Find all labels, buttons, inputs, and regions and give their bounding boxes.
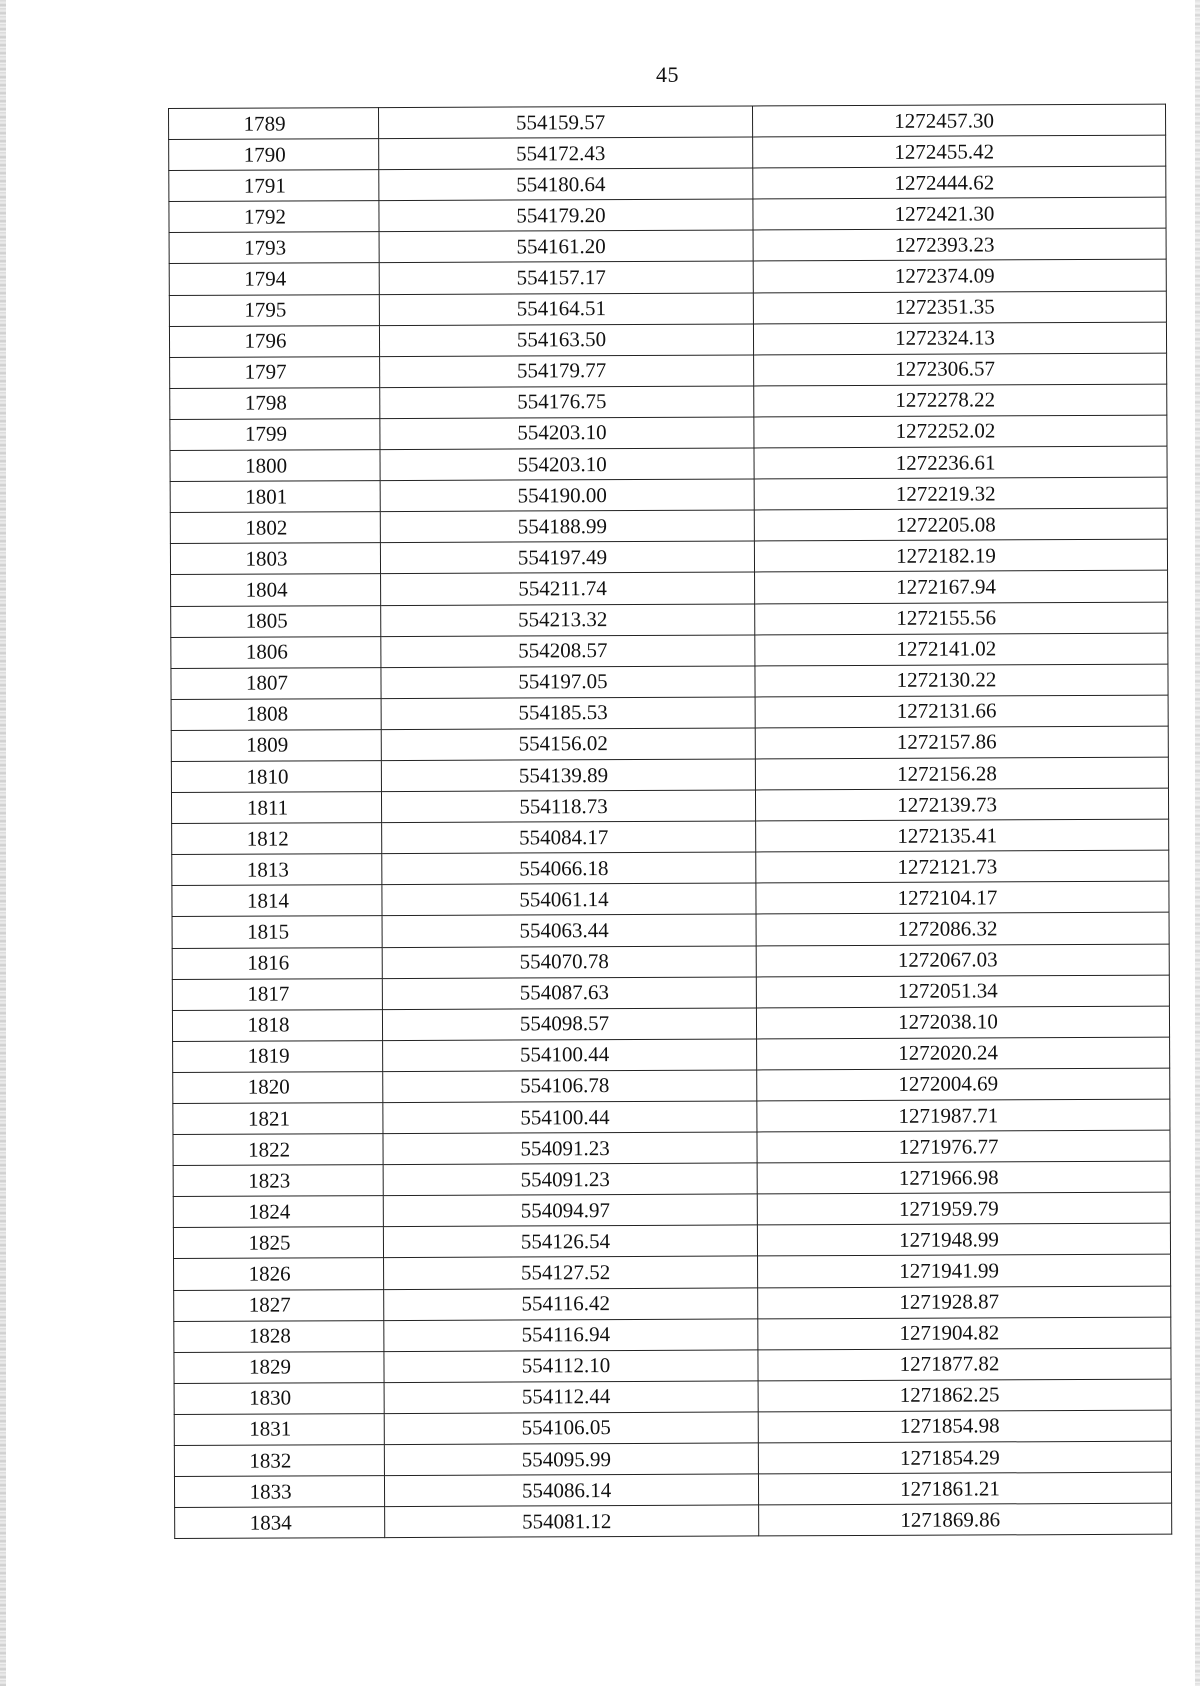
point-number-cell: 1818 bbox=[172, 1009, 382, 1041]
y-coordinate-cell: 1272157.86 bbox=[755, 726, 1168, 759]
x-coordinate-cell: 554211.74 bbox=[381, 572, 755, 605]
x-coordinate-cell: 554172.43 bbox=[379, 137, 753, 170]
table-row bbox=[170, 353, 1167, 388]
table-row bbox=[174, 1317, 1171, 1352]
x-coordinate-cell: 554091.23 bbox=[383, 1163, 757, 1196]
scan-edge-left bbox=[0, 0, 6, 1686]
x-coordinate-cell: 554179.77 bbox=[380, 355, 754, 388]
y-coordinate-cell: 1272004.69 bbox=[757, 1068, 1170, 1101]
y-coordinate-cell: 1272205.08 bbox=[754, 508, 1167, 541]
x-coordinate-cell: 554197.05 bbox=[381, 666, 755, 699]
x-coordinate-cell: 554126.54 bbox=[383, 1225, 757, 1258]
table-row bbox=[174, 1255, 1171, 1290]
x-coordinate-cell: 554188.99 bbox=[380, 510, 754, 543]
table-row bbox=[172, 819, 1169, 854]
x-coordinate-cell: 554127.52 bbox=[384, 1256, 758, 1289]
table-row bbox=[172, 913, 1169, 948]
x-coordinate-cell: 554112.10 bbox=[384, 1350, 758, 1383]
x-coordinate-cell: 554179.20 bbox=[379, 199, 753, 232]
table-row bbox=[171, 788, 1168, 823]
point-number-cell: 1808 bbox=[171, 698, 381, 730]
y-coordinate-cell: 1271966.98 bbox=[757, 1161, 1170, 1194]
table-row bbox=[170, 415, 1167, 450]
point-number-cell: 1823 bbox=[173, 1165, 383, 1197]
table-row bbox=[173, 1161, 1170, 1196]
table-row bbox=[170, 384, 1167, 419]
x-coordinate-cell: 554197.49 bbox=[380, 541, 754, 574]
table-row bbox=[171, 571, 1168, 606]
table-row bbox=[172, 881, 1169, 916]
x-coordinate-cell: 554066.18 bbox=[382, 852, 756, 885]
y-coordinate-cell: 1272351.35 bbox=[753, 291, 1166, 324]
point-number-cell: 1829 bbox=[174, 1351, 384, 1383]
point-number-cell: 1801 bbox=[170, 481, 380, 513]
y-coordinate-cell: 1272086.32 bbox=[756, 913, 1169, 946]
y-coordinate-cell: 1272444.62 bbox=[753, 166, 1166, 199]
table-row bbox=[170, 539, 1167, 574]
table-row bbox=[169, 104, 1166, 139]
point-number-cell: 1792 bbox=[169, 201, 379, 233]
y-coordinate-cell: 1271928.87 bbox=[758, 1286, 1171, 1319]
x-coordinate-cell: 554061.14 bbox=[382, 883, 756, 916]
point-number-cell: 1800 bbox=[170, 450, 380, 482]
point-number-cell: 1789 bbox=[169, 108, 379, 140]
table-row bbox=[171, 695, 1168, 730]
point-number-cell: 1802 bbox=[170, 512, 380, 544]
x-coordinate-cell: 554116.42 bbox=[384, 1288, 758, 1321]
y-coordinate-cell: 1272104.17 bbox=[756, 881, 1169, 914]
y-coordinate-cell: 1272219.32 bbox=[754, 477, 1167, 510]
x-coordinate-cell: 554203.10 bbox=[380, 417, 754, 450]
x-coordinate-cell: 554098.57 bbox=[382, 1008, 756, 1041]
point-number-cell: 1825 bbox=[173, 1227, 383, 1259]
x-coordinate-cell: 554106.05 bbox=[384, 1412, 758, 1445]
table-row bbox=[169, 135, 1166, 170]
point-number-cell: 1828 bbox=[174, 1320, 384, 1352]
y-coordinate-cell: 1271861.21 bbox=[758, 1472, 1171, 1505]
table-row bbox=[172, 850, 1169, 885]
x-coordinate-cell: 554100.44 bbox=[383, 1039, 757, 1072]
table-row bbox=[174, 1348, 1171, 1383]
x-coordinate-cell: 554208.57 bbox=[381, 635, 755, 668]
x-coordinate-cell: 554091.23 bbox=[383, 1132, 757, 1165]
table-row bbox=[174, 1472, 1171, 1507]
y-coordinate-cell: 1272131.66 bbox=[755, 695, 1168, 728]
coordinates-table-body bbox=[169, 104, 1172, 1539]
x-coordinate-cell: 554156.02 bbox=[381, 728, 755, 761]
point-number-cell: 1804 bbox=[171, 574, 381, 606]
point-number-cell: 1790 bbox=[169, 139, 379, 171]
table-row bbox=[170, 446, 1167, 481]
table-row bbox=[173, 1037, 1170, 1072]
x-coordinate-cell: 554164.51 bbox=[379, 293, 753, 326]
point-number-cell: 1812 bbox=[172, 823, 382, 855]
table-row bbox=[175, 1503, 1172, 1538]
y-coordinate-cell: 1272121.73 bbox=[756, 850, 1169, 883]
table-row bbox=[173, 1224, 1170, 1259]
x-coordinate-cell: 554118.73 bbox=[381, 790, 755, 823]
y-coordinate-cell: 1272038.10 bbox=[756, 1006, 1169, 1039]
x-coordinate-cell: 554084.17 bbox=[382, 821, 756, 854]
x-coordinate-cell: 554070.78 bbox=[382, 945, 756, 978]
table-row bbox=[174, 1379, 1171, 1414]
y-coordinate-cell: 1271948.99 bbox=[757, 1224, 1170, 1257]
point-number-cell: 1791 bbox=[169, 170, 379, 202]
y-coordinate-cell: 1272020.24 bbox=[757, 1037, 1170, 1070]
y-coordinate-cell: 1271976.77 bbox=[757, 1130, 1170, 1163]
coordinates-table bbox=[168, 104, 1172, 1540]
point-number-cell: 1827 bbox=[174, 1289, 384, 1321]
point-number-cell: 1833 bbox=[174, 1476, 384, 1508]
point-number-cell: 1798 bbox=[170, 387, 380, 419]
y-coordinate-cell: 1272067.03 bbox=[756, 944, 1169, 977]
y-coordinate-cell: 1272374.09 bbox=[753, 260, 1166, 293]
scan-edge-right bbox=[1195, 0, 1200, 1686]
table-row bbox=[174, 1286, 1171, 1321]
y-coordinate-cell: 1271941.99 bbox=[758, 1255, 1171, 1288]
point-number-cell: 1815 bbox=[172, 916, 382, 948]
point-number-cell: 1806 bbox=[171, 636, 381, 668]
y-coordinate-cell: 1272324.13 bbox=[753, 322, 1166, 355]
y-coordinate-cell: 1272393.23 bbox=[753, 229, 1166, 262]
y-coordinate-cell: 1272278.22 bbox=[754, 384, 1167, 417]
y-coordinate-cell: 1272141.02 bbox=[755, 633, 1168, 666]
table-row bbox=[170, 477, 1167, 512]
point-number-cell: 1811 bbox=[171, 792, 381, 824]
y-coordinate-cell: 1272457.30 bbox=[752, 104, 1165, 137]
point-number-cell: 1814 bbox=[172, 885, 382, 917]
x-coordinate-cell: 554116.94 bbox=[384, 1319, 758, 1352]
x-coordinate-cell: 554087.63 bbox=[382, 977, 756, 1010]
point-number-cell: 1810 bbox=[171, 761, 381, 793]
point-number-cell: 1799 bbox=[170, 419, 380, 451]
table-row bbox=[169, 260, 1166, 295]
point-number-cell: 1820 bbox=[173, 1071, 383, 1103]
x-coordinate-cell: 554161.20 bbox=[379, 230, 753, 263]
y-coordinate-cell: 1272156.28 bbox=[755, 757, 1168, 790]
x-coordinate-cell: 554139.89 bbox=[381, 759, 755, 792]
y-coordinate-cell: 1272455.42 bbox=[753, 135, 1166, 168]
table-row bbox=[172, 975, 1169, 1010]
y-coordinate-cell: 1272236.61 bbox=[754, 446, 1167, 479]
y-coordinate-cell: 1271987.71 bbox=[757, 1099, 1170, 1132]
point-number-cell: 1831 bbox=[174, 1414, 384, 1446]
y-coordinate-cell: 1271877.82 bbox=[758, 1348, 1171, 1381]
point-number-cell: 1805 bbox=[171, 605, 381, 637]
y-coordinate-cell: 1271862.25 bbox=[758, 1379, 1171, 1412]
point-number-cell: 1794 bbox=[169, 263, 379, 295]
x-coordinate-cell: 554159.57 bbox=[379, 106, 753, 139]
point-number-cell: 1796 bbox=[169, 325, 379, 357]
point-number-cell: 1793 bbox=[169, 232, 379, 264]
y-coordinate-cell: 1272051.34 bbox=[756, 975, 1169, 1008]
x-coordinate-cell: 554063.44 bbox=[382, 914, 756, 947]
point-number-cell: 1826 bbox=[174, 1258, 384, 1290]
point-number-cell: 1803 bbox=[170, 543, 380, 575]
table-row bbox=[171, 602, 1168, 637]
table-row bbox=[171, 664, 1168, 699]
table-row bbox=[169, 322, 1166, 357]
table-row bbox=[169, 166, 1166, 201]
x-coordinate-cell: 554190.00 bbox=[380, 479, 754, 512]
y-coordinate-cell: 1271959.79 bbox=[757, 1192, 1170, 1225]
page-number: 45 bbox=[656, 62, 679, 87]
table-row bbox=[171, 726, 1168, 761]
y-coordinate-cell: 1271904.82 bbox=[758, 1317, 1171, 1350]
x-coordinate-cell: 554213.32 bbox=[381, 603, 755, 636]
table-row bbox=[169, 291, 1166, 326]
y-coordinate-cell: 1271854.98 bbox=[758, 1410, 1171, 1443]
y-coordinate-cell: 1272252.02 bbox=[754, 415, 1167, 448]
y-coordinate-cell: 1271869.86 bbox=[759, 1503, 1172, 1536]
y-coordinate-cell: 1271854.29 bbox=[758, 1441, 1171, 1474]
point-number-cell: 1830 bbox=[174, 1382, 384, 1414]
point-number-cell: 1822 bbox=[173, 1134, 383, 1166]
x-coordinate-cell: 554185.53 bbox=[381, 697, 755, 730]
table-row bbox=[171, 757, 1168, 792]
point-number-cell: 1819 bbox=[173, 1040, 383, 1072]
table-row bbox=[172, 1006, 1169, 1041]
table-row bbox=[174, 1441, 1171, 1476]
x-coordinate-cell: 554176.75 bbox=[380, 386, 754, 419]
table-row bbox=[173, 1099, 1170, 1134]
y-coordinate-cell: 1272182.19 bbox=[754, 539, 1167, 572]
point-number-cell: 1795 bbox=[169, 294, 379, 326]
point-number-cell: 1817 bbox=[172, 978, 382, 1010]
table-row bbox=[173, 1192, 1170, 1227]
point-number-cell: 1809 bbox=[171, 729, 381, 761]
x-coordinate-cell: 554086.14 bbox=[384, 1474, 758, 1507]
y-coordinate-cell: 1272421.30 bbox=[753, 197, 1166, 230]
y-coordinate-cell: 1272167.94 bbox=[755, 571, 1168, 604]
y-coordinate-cell: 1272130.22 bbox=[755, 664, 1168, 697]
x-coordinate-cell: 554180.64 bbox=[379, 168, 753, 201]
y-coordinate-cell: 1272155.56 bbox=[755, 602, 1168, 635]
point-number-cell: 1807 bbox=[171, 667, 381, 699]
x-coordinate-cell: 554157.17 bbox=[379, 261, 753, 294]
table-row bbox=[171, 633, 1168, 668]
x-coordinate-cell: 554100.44 bbox=[383, 1101, 757, 1134]
x-coordinate-cell: 554112.44 bbox=[384, 1381, 758, 1414]
table-row bbox=[169, 229, 1166, 264]
x-coordinate-cell: 554203.10 bbox=[380, 448, 754, 481]
point-number-cell: 1821 bbox=[173, 1103, 383, 1135]
table-row bbox=[172, 944, 1169, 979]
table-row bbox=[169, 197, 1166, 232]
table-row bbox=[173, 1130, 1170, 1165]
x-coordinate-cell: 554094.97 bbox=[383, 1194, 757, 1227]
y-coordinate-cell: 1272306.57 bbox=[754, 353, 1167, 386]
x-coordinate-cell: 554106.78 bbox=[383, 1070, 757, 1103]
y-coordinate-cell: 1272135.41 bbox=[756, 819, 1169, 852]
x-coordinate-cell: 554081.12 bbox=[385, 1505, 759, 1538]
x-coordinate-cell: 554163.50 bbox=[379, 324, 753, 357]
table-row bbox=[173, 1068, 1170, 1103]
y-coordinate-cell: 1272139.73 bbox=[755, 788, 1168, 821]
point-number-cell: 1816 bbox=[172, 947, 382, 979]
point-number-cell: 1834 bbox=[175, 1507, 385, 1539]
point-number-cell: 1832 bbox=[174, 1445, 384, 1477]
point-number-cell: 1813 bbox=[172, 854, 382, 886]
table-row bbox=[170, 508, 1167, 543]
point-number-cell: 1824 bbox=[173, 1196, 383, 1228]
table-row bbox=[174, 1410, 1171, 1445]
point-number-cell: 1797 bbox=[170, 356, 380, 388]
x-coordinate-cell: 554095.99 bbox=[384, 1443, 758, 1476]
